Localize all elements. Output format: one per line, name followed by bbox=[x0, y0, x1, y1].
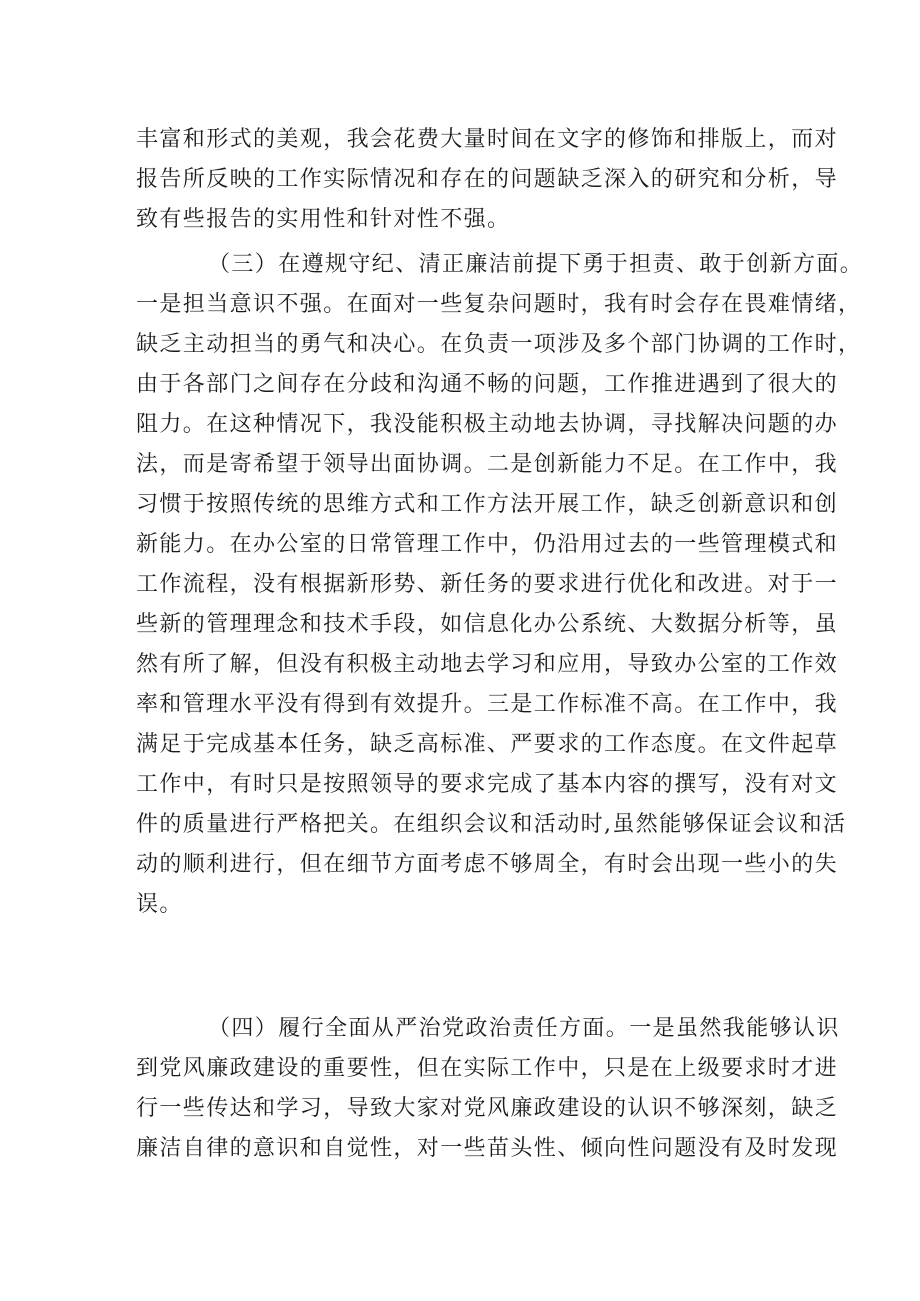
paragraph-line: 到党风廉政建设的重要性，但在实际工作中，只是在上级要求时才进 bbox=[136, 1056, 839, 1081]
paragraph-line: 动的顺利进行，但在细节方面考虑不够周全，有时会出现一些小的失 bbox=[136, 852, 839, 877]
paragraph-section-three bbox=[136, 245, 864, 965]
paragraph-line: 一是担当意识不强。在面对一些复杂问题时，我有时会存在畏难情绪， bbox=[136, 292, 862, 317]
paragraph-line: 报告所反映的工作实际情况和存在的问题缺乏深入的研究和分析，导 bbox=[136, 167, 839, 192]
paragraph-line: 致有些报告的实用性和针对性不强。 bbox=[136, 207, 511, 232]
section-heading-line: （四）履行全面从严治党政治责任方面。一是虽然我能够认识 bbox=[208, 1016, 840, 1041]
section-heading-line: （三）在遵规守纪、清正廉洁前提下勇于担责、敢于创新方面。 bbox=[208, 252, 864, 277]
paragraph-line: 法，而是寄希望于领导出面协调。二是创新能力不足。在工作中，我 bbox=[136, 452, 839, 477]
paragraph-line: 些新的管理理念和技术手段，如信息化办公系统、大数据分析等，虽 bbox=[136, 612, 839, 637]
paragraph-line: 阻力。在这种情况下，我没能积极主动地去协调，寻找解决问题的办 bbox=[136, 412, 839, 437]
paragraph-line: 由于各部门之间存在分歧和沟通不畅的问题，工作推进遇到了很大的 bbox=[136, 372, 839, 397]
paragraph-line: 件的质量进行严格把关。在组织会议和活动时,虽然能够保证会议和活 bbox=[136, 812, 847, 837]
paragraph-line bbox=[136, 925, 796, 965]
paragraph-line: 误。 bbox=[136, 892, 183, 917]
paragraph-line: 满足于完成基本任务，缺乏高标准、严要求的工作态度。在文件起草 bbox=[136, 732, 839, 757]
paragraph-line: 工作中，有时只是按照领导的要求完成了基本内容的撰写，没有对文 bbox=[136, 772, 839, 797]
paragraph-report-form bbox=[136, 120, 839, 240]
paragraph-section-four bbox=[136, 1009, 840, 1169]
paragraph-line: 缺乏主动担当的勇气和决心。在负责一项涉及多个部门协调的工作时， bbox=[136, 332, 862, 357]
paragraph-line: 习惯于按照传统的思维方式和工作方法开展工作，缺乏创新意识和创 bbox=[136, 492, 839, 517]
paragraph-line: 丰富和形式的美观，我会花费大量时间在文字的修饰和排版上，而对 bbox=[136, 127, 839, 152]
paragraph-line: 新能力。在办公室的日常管理工作中，仍沿用过去的一些管理模式和 bbox=[136, 532, 839, 557]
paragraph-line: 行一些传达和学习，导致大家对党风廉政建设的认识不够深刻，缺乏 bbox=[136, 1096, 839, 1121]
paragraph-line: 然有所了解，但没有积极主动地去学习和应用，导致办公室的工作效 bbox=[136, 652, 839, 677]
paragraph-line: 廉洁自律的意识和自觉性，对一些苗头性、倾向性问题没有及时发现 bbox=[136, 1136, 839, 1161]
paragraph-line: 工作流程，没有根据新形势、新任务的要求进行优化和改进。对于一 bbox=[136, 572, 839, 597]
paragraph-line: 率和管理水平没有得到有效提升。三是工作标准不高。在工作中，我 bbox=[136, 692, 839, 717]
